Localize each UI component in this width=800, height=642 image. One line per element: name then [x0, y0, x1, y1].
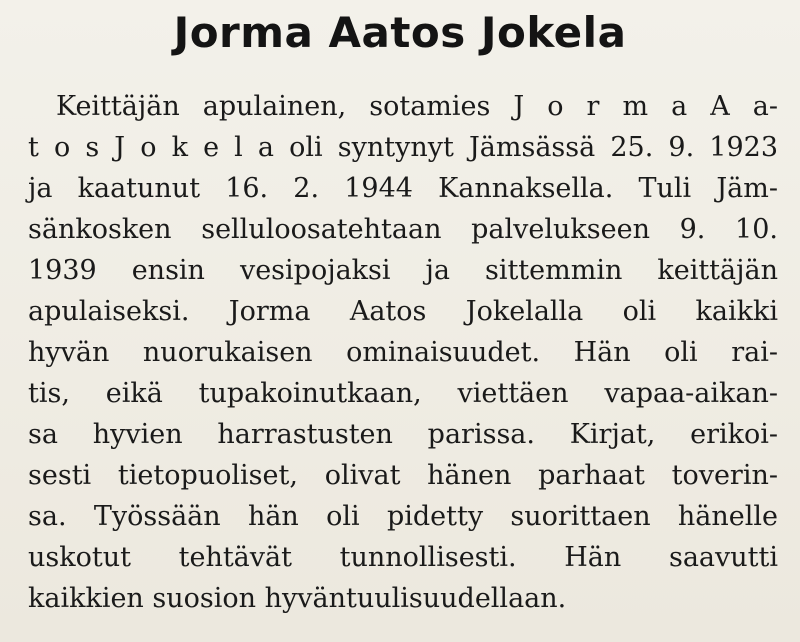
paragraph-line: ja kaatunut 16. 2. 1944 Kannaksella. Tuli Jäm-: [28, 173, 778, 204]
paragraph-line: sa hyvien harrastusten parissa. Kirjat, erikoi-: [28, 419, 778, 450]
paragraph-line: apulaiseksi. Jorma Aatos Jokelalla oli kaikki: [28, 296, 778, 327]
paragraph-line: kaikkien suosion hyväntuulisuudellaan.: [28, 583, 567, 614]
obituary-paragraph: [28, 86, 778, 619]
paragraph-line: sa. Työssään hän oli pidetty suorittaen hänelle: [28, 501, 778, 532]
paragraph-line: Keittäjän apulainen, sotamies J o r m a A a-: [56, 91, 778, 122]
paragraph-line: sänkosken selluloosatehtaan palvelukseen 9. 10.: [28, 214, 778, 245]
paragraph-line: hyvän nuorukaisen ominaisuudet. Hän oli rai-: [28, 337, 778, 368]
paragraph-line: tis, eikä tupakoinutkaan, viettäen vapaa-aikan-: [28, 378, 778, 409]
paragraph-line: 1939 ensin vesipojaksi ja sittemmin keittäjän: [28, 255, 778, 286]
paragraph-line: uskotut tehtävät tunnollisesti. Hän saavutti: [28, 542, 778, 573]
paragraph-line: t o s J o k e l a oli syntynyt Jämsässä 25. 9. 1923: [28, 132, 778, 163]
page-title: Jorma Aatos Jokela: [173, 8, 627, 57]
paragraph-line: sesti tietopuoliset, olivat hänen parhaat toverin-: [28, 460, 778, 491]
